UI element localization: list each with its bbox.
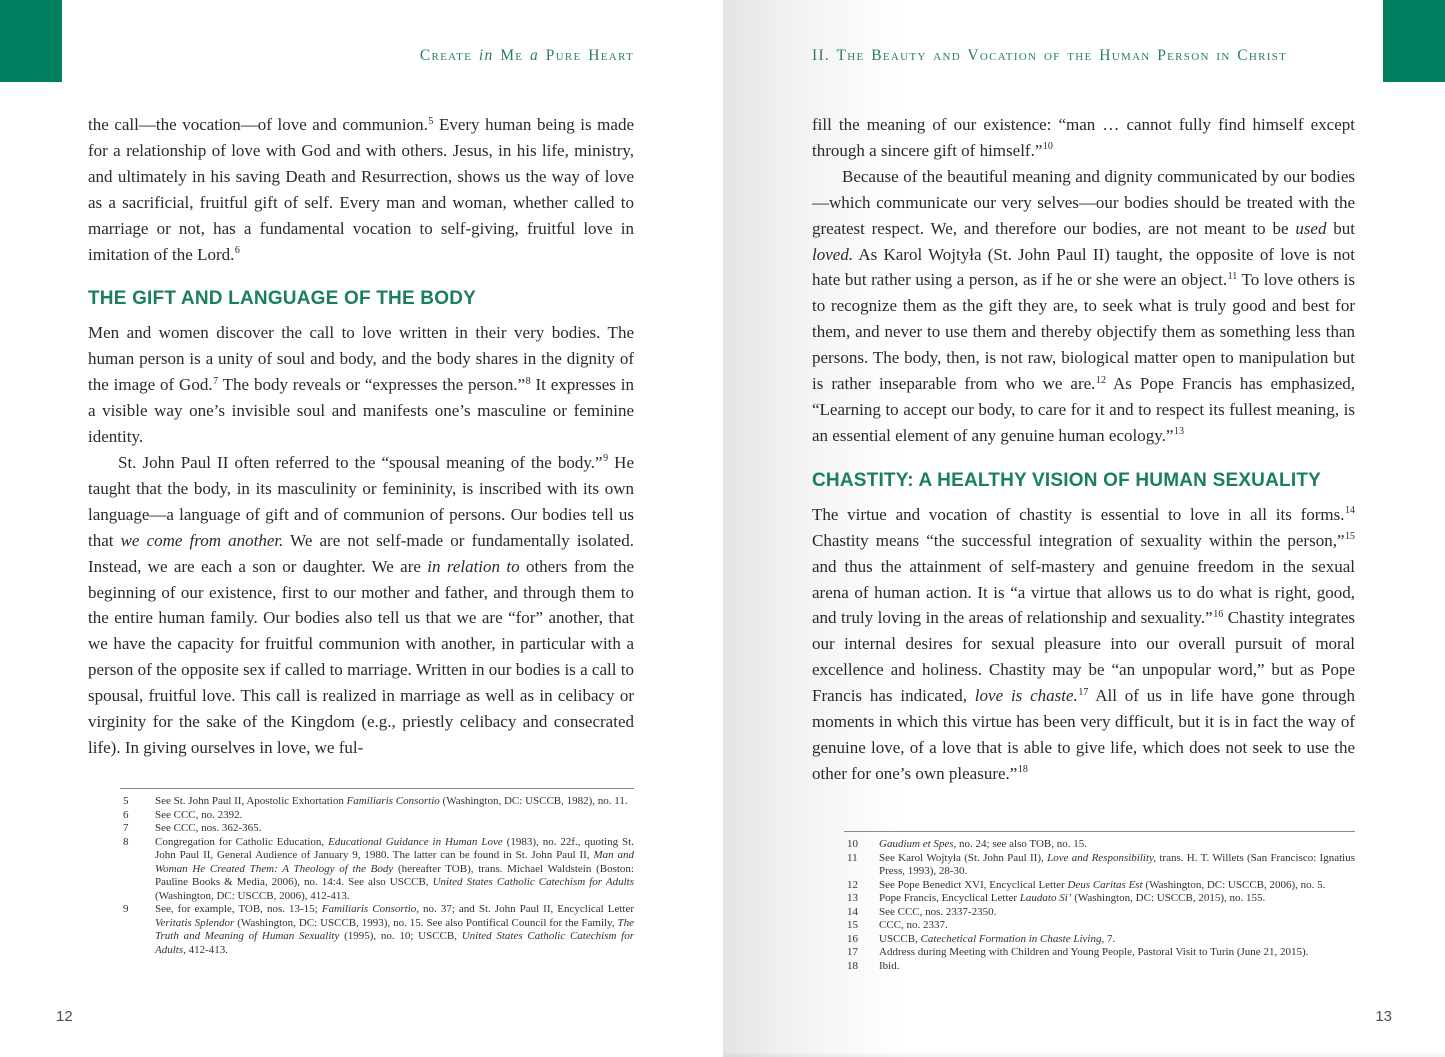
footnote — [847, 933, 1355, 947]
text-run: See, for example, TOB, nos. 13-15; — [155, 903, 322, 915]
running-head-left — [88, 47, 634, 67]
footnote-ref: 13 — [1173, 426, 1184, 438]
text-run: We are not self-made or fundamentally isolated. Instead, we are each a son or daughter. We are — [88, 530, 634, 576]
footnote-text — [879, 960, 1355, 974]
footnote-number: 13 — [847, 892, 858, 904]
footnote-text — [155, 795, 634, 809]
footnote — [123, 809, 634, 823]
text-run: Create — [419, 47, 479, 64]
text-run: United States Catholic Catechism for Adults — [432, 876, 634, 888]
footnote — [123, 822, 634, 836]
body-paragraph — [812, 164, 1355, 449]
text-run: Chastity integrates our internal desires for sexual pleasure into our overall pursuit of moral excellence and holiness. Chastity may be “an unpopular word,” but as Pope Francis has indicated, — [812, 608, 1355, 706]
left-page-footnote-area — [88, 788, 634, 957]
footnote — [847, 838, 1355, 852]
footnote-text — [879, 933, 1355, 947]
text-run: As Pope Francis has emphasized, “Learning to accept our body, to care for it and to respect its fullest meaning, is an essential element of any genuine human ecology.” — [812, 374, 1356, 445]
footnote-number: 17 — [847, 946, 858, 958]
text-run: but — [1326, 218, 1355, 238]
text-run: Catechetical Formation in Chaste Living, — [920, 932, 1105, 945]
body-paragraph — [88, 450, 634, 761]
footnote-text — [155, 903, 634, 957]
footnote-text — [155, 809, 634, 823]
footnote-list — [88, 795, 634, 957]
footnote-number: 7 — [123, 822, 129, 834]
footnote-ref: 9 — [603, 453, 609, 465]
text-run: (1983), no. 22f., quoting St. John Paul II, General Audience of January 9, 1980. The latter can be found in St. John Paul II, — [155, 835, 634, 861]
footnote-ref: 10 — [1042, 141, 1053, 153]
text-run: in relation to — [427, 556, 520, 576]
footnote-number: 12 — [847, 878, 858, 891]
text-run: Familiaris Consortio — [346, 795, 440, 807]
text-run: St. John Paul II often referred to the “spousal meaning of the body.” — [118, 452, 603, 472]
text-run: To love others is to recognize them as the gift they are, to seek what is truly good and best for them, and never to use them and thereby objectify them as something less than persons. The body, then, is not raw, biological matter open to manipulation but is rather inseparable from who we are. — [812, 270, 1356, 394]
text-run: (Washington, DC: USCCB, 2006), no. 5. — [1142, 878, 1326, 891]
text-run: See Karol Wojtyła (St. John Paul II), — [879, 851, 1048, 864]
footnote-number: 10 — [847, 838, 858, 850]
footnote-ref: 11 — [1227, 270, 1238, 282]
text-run: and thus the attainment of self-mastery and genuine freedom in the sexual arena of human action. It is “a virtue that allows us to do what is right, good, and truly loving in the areas of relationship and sexuality.” — [812, 556, 1355, 628]
page-number-right: 13 — [1375, 1008, 1392, 1025]
footnote-ref: 5 — [428, 115, 434, 127]
text-run: (Washington, DC: USCCB, 1993), no. 15. See also Pontifical Council for the Family, — [234, 916, 618, 929]
footnote-list — [812, 838, 1355, 973]
footnote-ref: 18 — [1017, 764, 1028, 776]
text-run: Address during Meeting with Children and Young People, Pastoral Visit to Turin (June 21, 2015). — [879, 946, 1309, 958]
footnote-rule — [844, 831, 1355, 832]
text-run: (Washington, DC: USCCB, 2006), 412-413. — [155, 889, 350, 902]
text-run: USCCB, — [879, 932, 921, 945]
text-run: See CCC, nos. 362-365. — [155, 822, 262, 834]
text-run: (1995), no. 10; USCCB, — [339, 930, 462, 942]
footnote — [847, 960, 1355, 974]
text-run: Man and Woman He Created Them: A Theology of the Body — [155, 849, 634, 875]
text-run: Pure Heart — [539, 47, 634, 64]
text-run: Ibid. — [879, 959, 900, 972]
corner-accent-block-right — [1383, 0, 1445, 82]
text-run: 7. — [1104, 932, 1116, 945]
text-run: Educational Guidance in Human Love — [328, 835, 503, 848]
running-head-right — [812, 47, 1432, 67]
text-run: Every human being is made for a relationship of love with God and with others. Jesus, in his life, ministry, and ultimately in his saving Death and Resurrection, shows us the way of love as a sacrificial, fruitful gift of self. Every man and woman, whether called to marriage or not, has a fundamental vocation to self-giving, fruitful love in imitation of the Lord. — [88, 115, 634, 264]
text-run: a — [530, 47, 540, 64]
footnote-number: 6 — [123, 808, 129, 821]
text-run: Deus Caritas Est — [1067, 878, 1143, 891]
text-run: See Pope Benedict XVI, Encyclical Letter — [879, 878, 1068, 891]
footnote-ref: 8 — [525, 375, 531, 387]
corner-accent-block-left — [0, 0, 62, 82]
footnote-ref: 6 — [234, 245, 240, 257]
footnote — [123, 795, 634, 809]
footnote — [123, 836, 634, 904]
text-run: (hereafter TOB), trans. Michael Waldstein (Boston: Pauline Books & Media, 2006), no. 14:4. See also USCCB, — [155, 862, 634, 888]
text-run: 412-413. — [185, 943, 229, 956]
footnote-ref: 12 — [1095, 374, 1106, 386]
left-page-body — [88, 112, 634, 761]
footnote — [847, 892, 1355, 906]
footnote-ref: 16 — [1213, 608, 1224, 620]
text-run: See CCC, no. 2392. — [155, 808, 243, 821]
text-run: United States Catholic Catechism for Adults, — [155, 930, 634, 956]
footnote-number: 18 — [847, 959, 858, 972]
text-run: trans. H. T. Willets (San Francisco: Ignatius Press, 1993), 28-30. — [879, 851, 1355, 877]
text-run: Veritatis Splendor — [155, 916, 235, 929]
footnote-number: 15 — [847, 919, 858, 931]
footnote — [847, 919, 1355, 933]
text-run: (Washington, DC: USCCB, 2015), no. 155. — [1071, 892, 1266, 904]
footnote — [847, 906, 1355, 920]
right-page — [723, 0, 1445, 1057]
footnote-rule — [120, 788, 634, 789]
text-run: love is chaste. — [974, 686, 1078, 706]
body-paragraph — [812, 502, 1355, 787]
text-run: (Washington, DC: USCCB, 1982), no. 11. — [439, 795, 628, 807]
footnote-ref: 7 — [213, 375, 219, 387]
body-paragraph — [88, 320, 634, 450]
footnote-ref: 17 — [1078, 686, 1089, 698]
right-page-footnote-area — [812, 831, 1355, 973]
text-run: The virtue and vocation of chastity is essential to love in all its forms. — [812, 504, 1345, 524]
footnote-number: 11 — [847, 851, 858, 864]
text-run: See St. John Paul II, Apostolic Exhortation — [155, 795, 347, 807]
footnote — [123, 903, 634, 957]
footnote — [847, 852, 1355, 879]
text-run: Familiaris Consortio, — [321, 903, 420, 915]
footnote-number: 9 — [123, 903, 129, 915]
text-run: Because of the beautiful meaning and dignity communicated by our bodies—which communicate our very selves—our bodies should be treated with the greatest respect. We, and therefore our bodies, are not meant to be — [812, 166, 1355, 238]
footnote-text — [879, 946, 1355, 960]
text-run: Men and women discover the call to love written in their very bodies. The human person is a unity of soul and body, and the body shares in the dignity of the image of God. — [88, 323, 634, 395]
footnote-ref: 15 — [1345, 531, 1355, 543]
footnote-text — [879, 919, 1355, 933]
text-run: CCC, no. 2337. — [879, 919, 948, 931]
section-heading: CHASTITY: A HEALTHY VISION OF HUMAN SEXUALITY — [812, 469, 1321, 491]
footnote-number: 5 — [123, 795, 129, 807]
section-heading: THE GIFT AND LANGUAGE OF THE BODY — [88, 288, 477, 310]
right-page-body — [812, 112, 1355, 787]
page-number-left: 12 — [56, 1008, 73, 1025]
text-run: It expresses in a visible way one’s invisible soul and manifests one’s masculine or feminine identity. — [88, 375, 634, 447]
text-run: others from the beginning of our existence, first to our mother and father, and through them to the entire human family. Our bodies also tell us that we are “for” another, that we have the capacity for fruitful communion with another, in particular with a person of the opposite sex if called to marriage. Written in our bodies is a call to spousal, fruitful love. This call is realized in marriage as well as in celibacy or virginity for the sake of the Kingdom (e.g., priestly celibacy and consecrated life). In giving ourselves in love, we ful- — [88, 556, 634, 757]
footnote-text — [155, 822, 634, 836]
text-run: used — [1295, 218, 1327, 238]
text-run: Pope Francis, Encyclical Letter — [879, 892, 1020, 904]
footnote-text — [879, 906, 1355, 920]
body-paragraph — [88, 112, 634, 267]
text-run: The body reveals or “expresses the person.” — [218, 375, 526, 395]
footnote — [847, 946, 1355, 960]
text-run: Congregation for Catholic Education, — [155, 835, 329, 848]
text-run: As Karol Wojtyła (St. John Paul II) taught, the opposite of love is not hate but rather using a person, as if he or she were an object. — [812, 244, 1355, 290]
footnote-ref: 14 — [1345, 505, 1355, 517]
text-run: no. 24; see also TOB, no. 15. — [956, 838, 1087, 850]
text-run: He taught that the body, in its masculinity or femininity, is inscribed with its own language—a language of gift and of communion of persons. Our bodies tell us that — [88, 452, 634, 550]
text-run: Gaudium et Spes, — [879, 838, 957, 850]
footnote-text — [155, 836, 634, 904]
footnote — [847, 879, 1355, 893]
footnote-text — [879, 852, 1355, 879]
footnote-number: 16 — [847, 932, 858, 945]
text-run: Me — [493, 47, 530, 64]
footnote-number: 8 — [123, 835, 129, 848]
footnote-text — [879, 892, 1355, 906]
body-paragraph — [812, 112, 1355, 164]
text-run: fill the meaning of our existence: “man … cannot fully find himself except through a sincere gift of himself.” — [812, 115, 1355, 160]
text-run: no. 37; and St. John Paul II, Encyclical Letter — [419, 903, 634, 915]
footnote-text — [879, 838, 1355, 852]
text-run: The Truth and Meaning of Human Sexuality — [155, 916, 635, 942]
text-run: the call—the vocation—of love and communion. — [88, 115, 428, 134]
text-run: II. The Beauty and Vocation of the Human Person in Christ — [812, 47, 1288, 64]
footnote-text — [879, 879, 1355, 893]
text-run: Laudato Si’ — [1019, 892, 1072, 904]
text-run: we come from another. — [120, 530, 284, 550]
text-run: loved. — [812, 244, 854, 264]
footnote-number: 14 — [847, 905, 858, 918]
text-run: Love and Responsibility, — [1047, 851, 1157, 864]
text-run: See CCC, nos. 2337-2350. — [879, 905, 997, 918]
text-run: All of us in life have gone through moments in which this virtue has been very difficult, but it is in fact the way of genuine love, of a love that is able to give life, which does not seek to use the other for one’s own pleasure.” — [812, 686, 1355, 783]
text-run: in — [478, 47, 494, 64]
text-run: Chastity means “the successful integration of sexuality within the person,” — [812, 530, 1345, 550]
